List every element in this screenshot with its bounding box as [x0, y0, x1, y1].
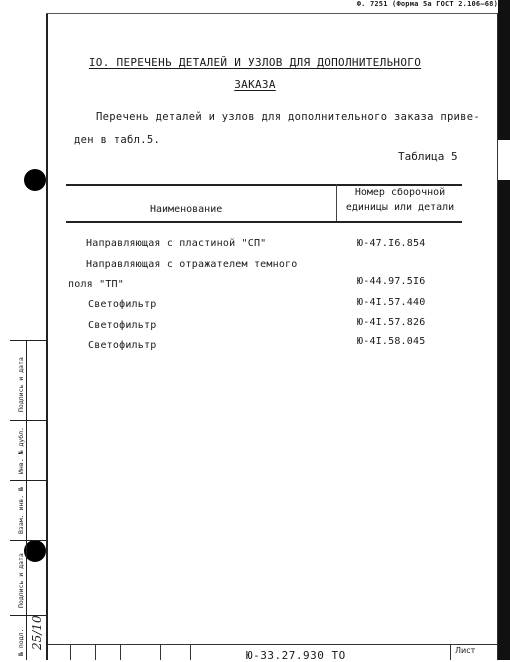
table-row-code: Ю-4I.57.440	[357, 297, 426, 308]
side-label-signature-date-2: Подпись и дата	[17, 553, 25, 608]
scan-edge-gap	[498, 140, 510, 180]
table-row-name: Светофильтр	[88, 320, 157, 331]
form-header: Ф. 7251 (Форма 5а ГОСТ 2.106—68)	[356, 0, 498, 8]
sheet-label: Лист	[455, 646, 476, 655]
intro-line1: Перечень деталей и узлов для дополнительного заказа приве-	[96, 111, 481, 123]
section-title-line1: IO. ПЕРЕЧЕНЬ ДЕТАЛЕЙ И УЗЛОВ ДЛЯ ДОПОЛНИТЕЛЬНОГО	[88, 56, 422, 69]
frame-left-line	[46, 14, 48, 660]
table-row-name: поля "ТП"	[68, 279, 124, 290]
table-label: Таблица 5	[398, 150, 458, 163]
table-header-bottom-line	[66, 221, 462, 223]
side-strip-rule	[10, 540, 46, 541]
punch-hole-top	[24, 169, 46, 191]
table-row-name: Направляющая с пластиной "СП"	[86, 238, 267, 249]
side-label-signature-date: Подпись и дата	[17, 357, 25, 412]
table-row-code: Ю-4I.57.826	[357, 317, 426, 328]
table-row-name: Направляющая с отражателем темного	[86, 259, 298, 270]
table-header-separator	[336, 184, 337, 222]
side-label-dup-inventory: Инв. № дубл.	[17, 427, 25, 474]
frame-top-line	[46, 13, 498, 14]
punch-hole-bottom	[24, 540, 46, 562]
side-strip-divider	[26, 340, 27, 660]
table-row-name: Светофильтр	[88, 340, 157, 351]
title-block-cell	[120, 644, 121, 660]
table-row-name: Светофильтр	[88, 299, 157, 310]
handwritten-number: 25/10	[30, 615, 44, 650]
intro-line2: ден в табл.5.	[74, 134, 161, 146]
side-strip-rule	[10, 480, 46, 481]
frame-right-line	[497, 13, 498, 660]
title-block-cell	[70, 644, 71, 660]
title-block-cell	[190, 644, 191, 660]
table-row-code: Ю-4I.58.045	[357, 336, 426, 347]
title-block-cell	[95, 644, 96, 660]
column-header-name: Наименование	[150, 204, 223, 215]
title-block-cell	[160, 644, 161, 660]
document-code: Ю-33.27.930 ТО	[246, 649, 346, 662]
side-label-replaced-inventory: Взам. инв. №	[17, 487, 25, 534]
table-row-code: Ю-44.97.5I6	[357, 276, 426, 287]
column-header-number	[340, 185, 460, 215]
title-block-cell	[450, 644, 451, 660]
side-label-original-number: № подл.	[17, 628, 25, 656]
title-block-top-line	[48, 644, 498, 645]
scan-edge	[498, 0, 510, 660]
column-header-number-line2: единицы или детали	[345, 202, 455, 213]
column-header-number-line1: Номер сборочной	[354, 187, 446, 198]
side-strip-rule	[10, 420, 46, 421]
table-row-code: Ю-47.I6.854	[357, 238, 426, 249]
section-title-line2: ЗАКАЗА	[234, 78, 276, 91]
side-strip-rule	[10, 340, 46, 341]
